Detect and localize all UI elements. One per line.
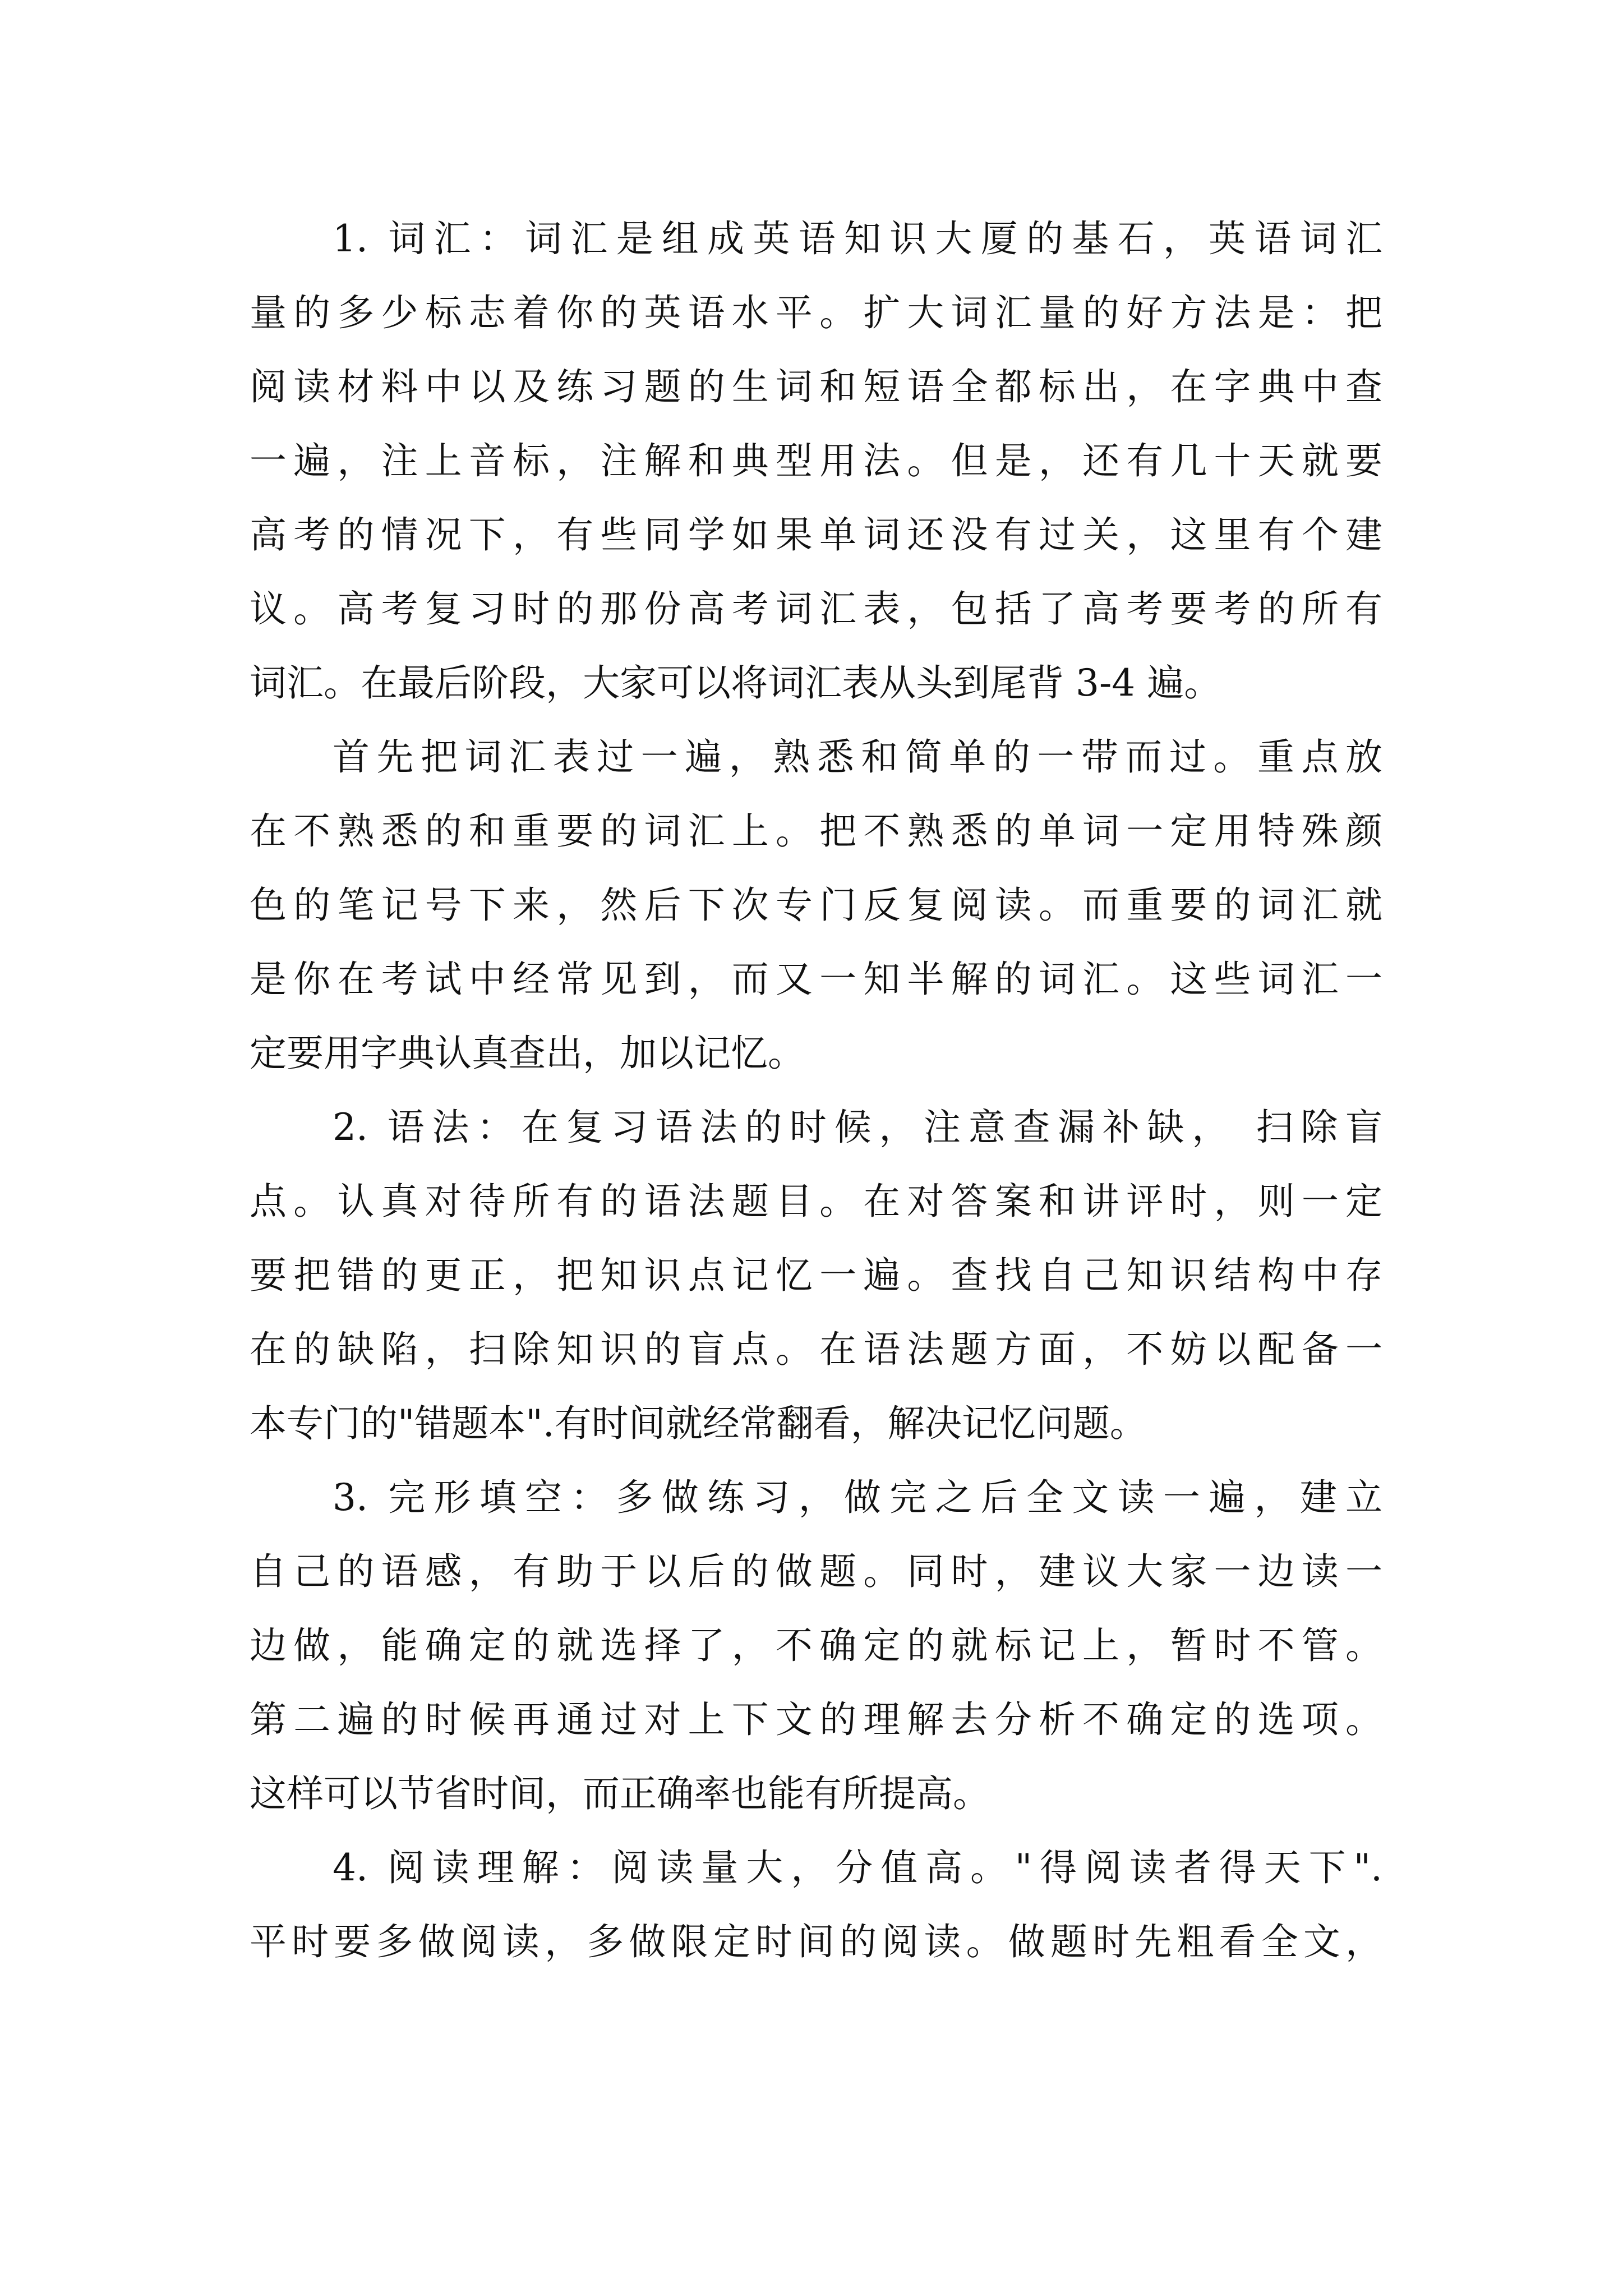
- text-line: 点。认真对待所有的语法题目。在对答案和讲评时，则一定: [250, 1180, 1382, 1223]
- text-line: 自己的语感，有助于以后的做题。同时，建议大家一边读一: [250, 1550, 1382, 1593]
- text-line: 词汇。在最后阶段，大家可以将词汇表从头到尾背 3-4 遍。: [250, 661, 1221, 705]
- text-line: 要把错的更正，把知识点记忆一遍。查找自己知识结构中存: [250, 1254, 1382, 1297]
- text-line: 在不熟悉的和重要的词汇上。把不熟悉的单词一定用特殊颜: [250, 809, 1382, 853]
- paragraph-reading: [250, 1831, 1382, 1979]
- paragraph-cloze: [250, 1461, 1382, 1831]
- paragraph-vocabulary-method: [250, 720, 1382, 1091]
- text-line: 平时要多做阅读，多做限定时间的阅读。做题时先粗看全文，: [250, 1920, 1382, 1963]
- text-line: 定要用字典认真查出，加以记忆。: [250, 1032, 805, 1075]
- paragraph-vocabulary: [250, 202, 1382, 720]
- document-body: [250, 202, 1382, 1979]
- text-line: 高考的情况下，有些同学如果单词还没有过关，这里有个建: [250, 513, 1382, 556]
- text-line: 边做，能确定的就选择了，不确定的就标记上，暂时不管。: [250, 1624, 1382, 1667]
- text-line: 第二遍的时候再通过对上下文的理解去分析不确定的选项。: [250, 1698, 1382, 1741]
- text-line: 3. 完形填空：多做练习，做完之后全文读一遍，建立: [333, 1476, 1382, 1519]
- text-line: 1. 词汇：词汇是组成英语知识大厦的基石，英语词汇: [333, 217, 1382, 260]
- text-line: 首先把词汇表过一遍，熟悉和简单的一带而过。重点放: [333, 735, 1382, 779]
- text-line: 这样可以节省时间，而正确率也能有所提高。: [250, 1772, 990, 1815]
- text-line: 2. 语法：在复习语法的时候，注意查漏补缺， 扫除盲: [333, 1106, 1382, 1149]
- text-line: 本专门的"错题本".有时间就经常翻看，解决记忆问题。: [250, 1402, 1147, 1445]
- text-line: 议。高考复习时的那份高考词汇表，包括了高考要考的所有: [250, 587, 1382, 631]
- text-line: 阅读材料中以及练习题的生词和短语全都标出，在字典中查: [250, 365, 1382, 408]
- text-line: 4. 阅读理解：阅读量大，分值高。"得阅读者得天下".: [333, 1846, 1382, 1889]
- text-line: 色的笔记号下来，然后下次专门反复阅读。而重要的词汇就: [250, 884, 1382, 927]
- text-line: 在的缺陷，扫除知识的盲点。在语法题方面，不妨以配备一: [250, 1328, 1382, 1371]
- text-line: 是你在考试中经常见到，而又一知半解的词汇。这些词汇一: [250, 958, 1382, 1001]
- text-line: 一遍，注上音标，注解和典型用法。但是，还有几十天就要: [250, 439, 1382, 482]
- text-line: 量的多少标志着你的英语水平。扩大词汇量的好方法是：把: [250, 291, 1382, 334]
- paragraph-grammar: [250, 1091, 1382, 1461]
